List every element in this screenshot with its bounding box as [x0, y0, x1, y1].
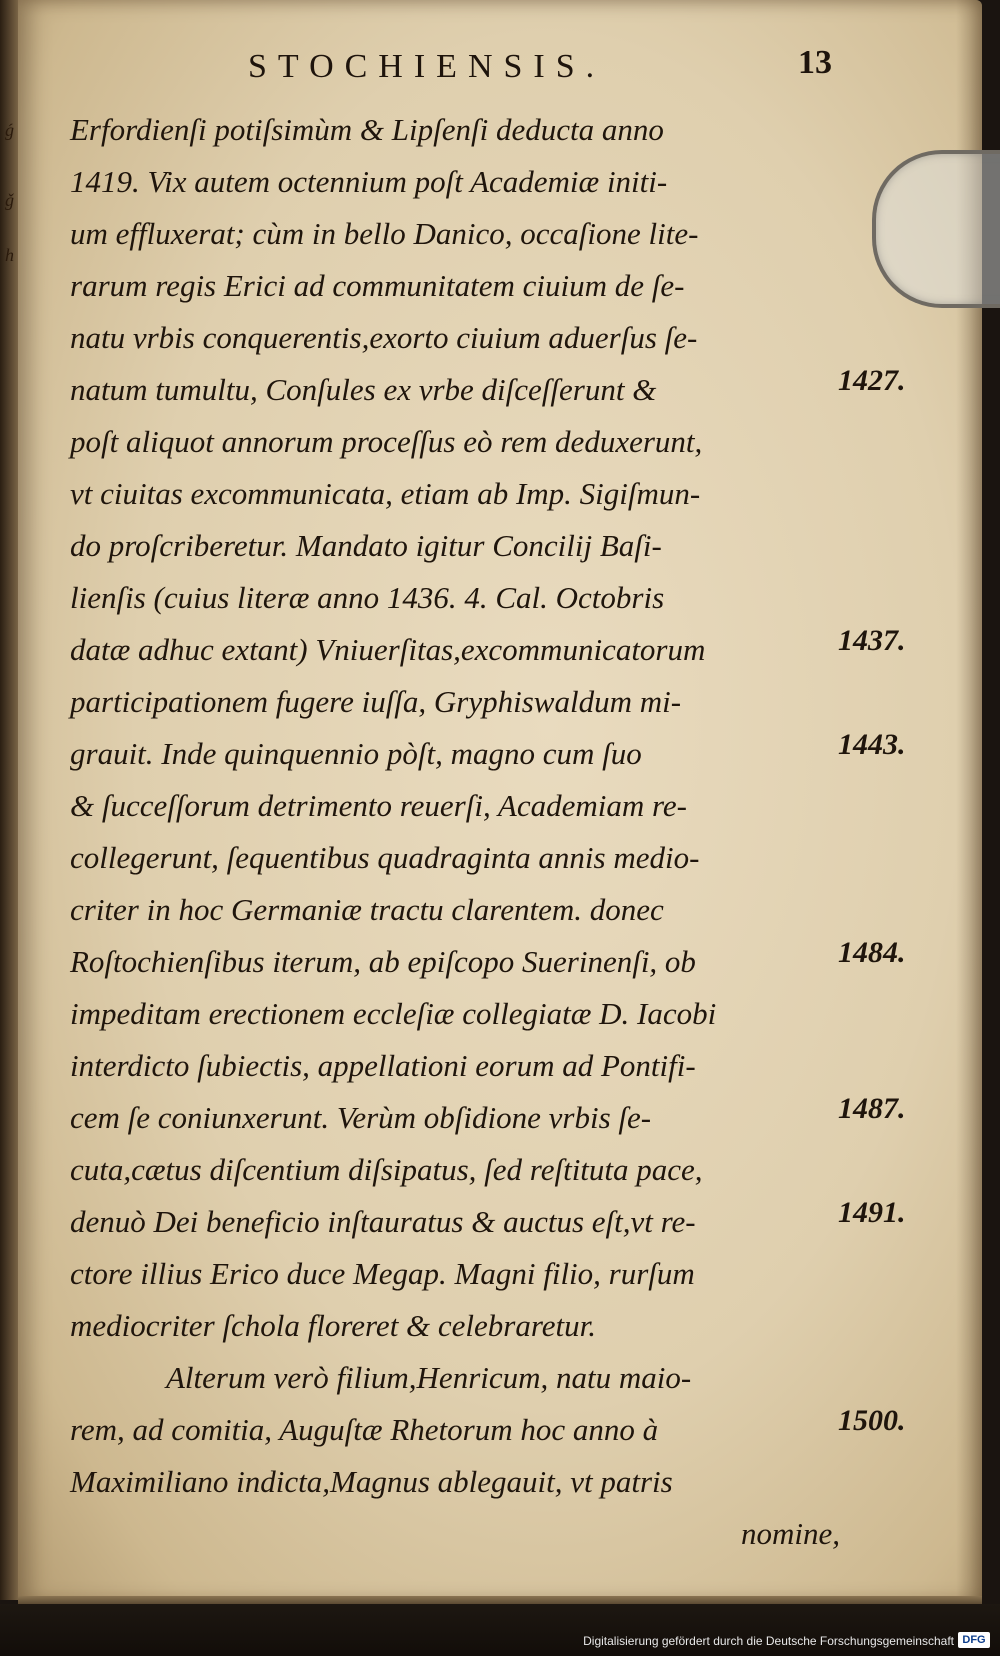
text-line: poſt aliquot annorum proceſſus eò rem deduxerunt,	[70, 424, 703, 459]
page-number: 13	[798, 44, 832, 81]
margin-year: 1487.	[838, 1092, 906, 1125]
running-head: STOCHIENSIS.	[248, 48, 606, 85]
text-line: collegerunt, ſequentibus quadraginta annis medio-	[70, 840, 700, 875]
catchword: nomine,	[740, 1516, 840, 1551]
dfg-logo: DFG	[958, 1632, 990, 1648]
text-line: mediocriter ſchola floreret & celebraretur.	[70, 1308, 597, 1343]
text-line: denuò Dei beneficio inſtauratus & auctus eſt,vt re-	[70, 1204, 696, 1239]
text-line: cuta,cætus diſcentium diſsipatus, ſed reſtituta pace,	[70, 1152, 703, 1187]
margin-year: 1437.	[838, 624, 906, 657]
text-line: rem, ad comitia, Auguſtæ Rhetorum hoc anno à	[70, 1412, 659, 1447]
text-line: criter in hoc Germaniæ tractu clarentem. donec	[70, 892, 664, 927]
edge-mark: ǵ	[5, 120, 14, 140]
text-line: do proſcriberetur. Mandato igitur Concilij Baſi-	[70, 528, 662, 563]
text-line: Roſtochienſibus iterum, ab epiſcopo Suerinenſi, ob	[70, 944, 696, 979]
text-line: interdicto ſubiectis, appellationi eorum ad Pontifi-	[70, 1048, 696, 1083]
text-line: rarum regis Erici ad communitatem ciuium de ſe-	[70, 268, 685, 303]
text-line: ctore illius Erico duce Megap. Magni filio, rurſum	[70, 1256, 695, 1291]
text-line: datæ adhuc extant) Vniuerſitas,excommunicatorum	[70, 632, 706, 667]
text-line: 1419. Vix autem octennium poſt Academiæ initi-	[70, 164, 668, 199]
margin-year: 1491.	[838, 1196, 906, 1229]
text-line: Maximiliano indicta,Magnus ablegauit, vt patris	[70, 1464, 673, 1499]
paragraph-start-line: Alterum verò filium,Henricum, natu maio-	[166, 1360, 692, 1395]
page-clip	[872, 150, 1000, 308]
margin-year: 1427.	[838, 364, 906, 397]
margin-year: 1484.	[838, 936, 906, 969]
text-line: lienſis (cuius literæ anno 1436. 4. Cal. Octobris	[70, 580, 665, 615]
text-line: grauit. Inde quinquennio pòſt, magno cum ſuo	[70, 736, 642, 771]
text-line: natum tumultu, Conſules ex vrbe diſceſſerunt &	[70, 372, 657, 407]
digitization-credit: Digitalisierung gefördert durch die Deutsche Forschungsgemeinschaft	[583, 1634, 954, 1648]
text-line: & ſucceſſorum detrimento reuerſi, Academiam re-	[70, 788, 687, 823]
text-block	[70, 104, 850, 1560]
text-line: impeditam erectionem eccleſiæ collegiatæ D. Iacobi	[70, 996, 717, 1031]
footer-bar	[0, 1604, 1000, 1656]
text-line: Erfordienſi potiſsimùm & Lipſenſi deducta anno	[70, 112, 664, 147]
margin-year: 1500.	[838, 1404, 906, 1437]
margin-year: 1443.	[838, 728, 906, 761]
text-line: um effluxerat; cùm in bello Danico, occaſione lite-	[70, 216, 699, 251]
text-line: participationem fugere iuſſa, Gryphiswaldum mi-	[70, 684, 682, 719]
text-line: cem ſe coniunxerunt. Verùm obſidione vrbis ſe-	[70, 1100, 652, 1135]
edge-mark: ǧ	[5, 190, 14, 210]
text-line: natu vrbis conquerentis,exorto ciuium aduerſus ſe-	[70, 320, 698, 355]
edge-mark: h	[5, 245, 14, 265]
text-line: vt ciuitas excommunicata, etiam ab Imp. Sigiſmun-	[70, 476, 701, 511]
book-page	[18, 0, 982, 1604]
